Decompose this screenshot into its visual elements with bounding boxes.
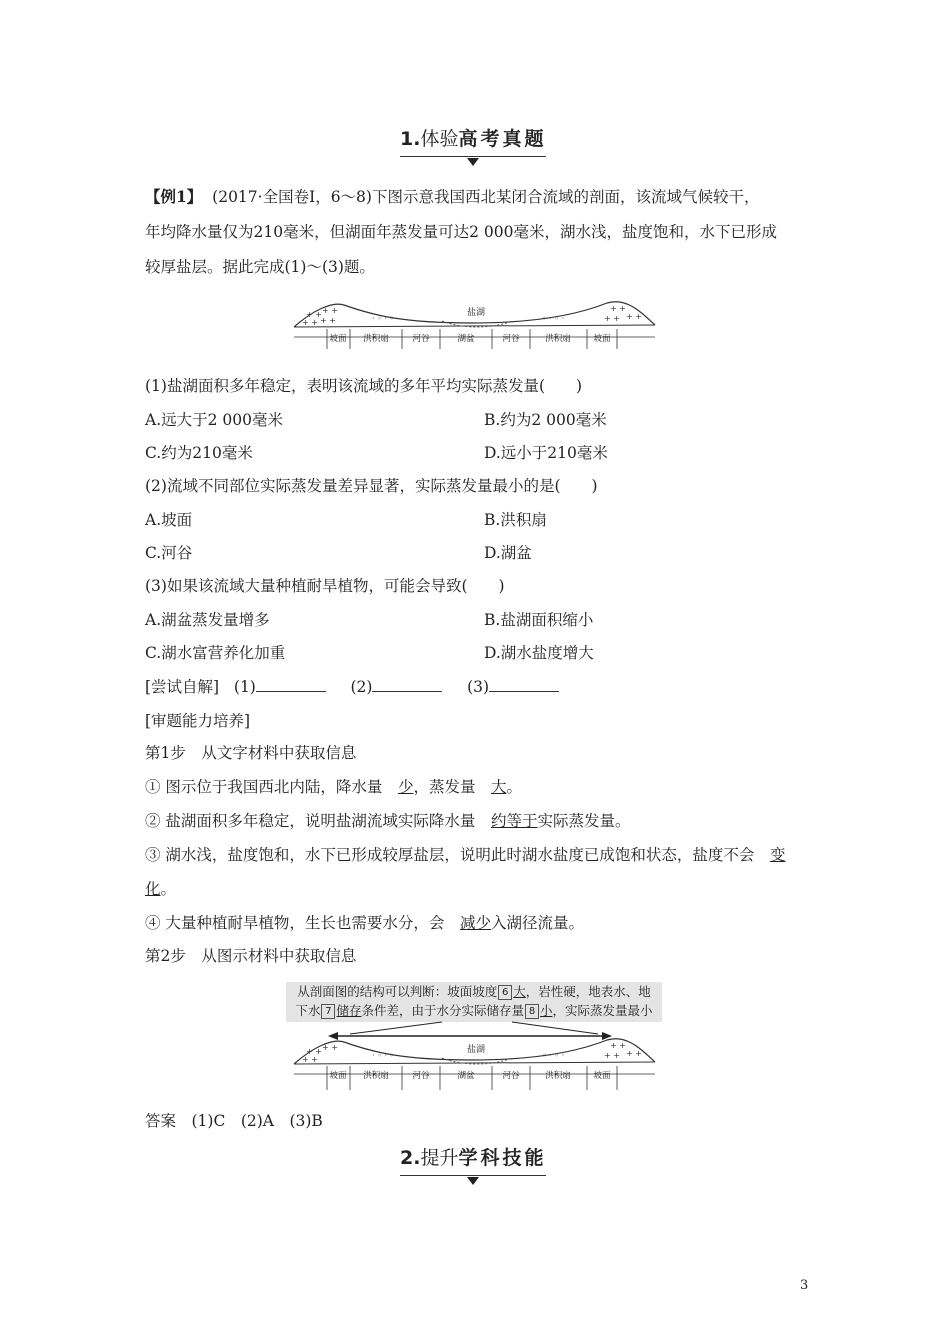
triangle-down-icon [467,158,479,166]
svg-text:+ +: + + [322,1043,338,1052]
svg-text:+ +: + + [302,1055,318,1064]
question-3-stem: (3)如果该流域大量种植耐旱植物，可能会导致( ) [145,577,505,595]
option: B.洪积扇 [484,511,547,529]
zone-label: 坡面 [329,334,347,344]
svg-text:+ +: + + [306,310,322,319]
zone-label: 洪积扇 [545,1071,571,1081]
answer-blank-2[interactable] [372,677,442,692]
example-line-2: 年均降水量仅为210毫米，但湖面年蒸发量可达2 000毫米，湖水浅，盐度饱和，水下已形成 [145,223,777,241]
answer-line: 答案 (1)C (2)A (3)B [145,1112,323,1130]
option: D.远小于210毫米 [484,444,608,462]
diagram-callout: 从剖面图的结构可以判断：坡面坡度 6 大，岩性硬，地表水、地 下水 7 储存条件差，由于水分实际储存量 8 小，实际蒸发量最小 [286,982,662,1022]
triangle-down-icon [467,1177,479,1185]
attempt-line: [尝试自解] (1) (2) (3) [145,677,559,697]
option: C.河谷 [145,544,193,562]
zone-label: 洪积扇 [363,334,389,344]
step-1-heading: 第1步 从文字材料中获取信息 [145,744,357,762]
zone-label: 河谷 [502,334,520,344]
svg-text:+ +: + + [610,1041,626,1050]
answer-blank-1[interactable] [256,677,326,692]
zone-label: 河谷 [412,334,430,344]
zone-label: 河谷 [412,1071,430,1081]
svg-text:+ +: + + [626,1049,642,1058]
svg-text:+ +: + + [610,304,626,313]
point-1: ① 图示位于我国西北内陆，降水量 少，蒸发量 大。 [145,778,522,796]
svg-text:+ +: + + [626,312,642,321]
zone-label: 坡面 [593,334,611,344]
svg-text:+ +: + + [604,314,620,323]
zone-label: 坡面 [329,1071,347,1081]
step-2-heading: 第2步 从图示材料中获取信息 [145,947,357,965]
point-2: ② 盐湖面积多年稳定，说明盐湖流域实际降水量 约等于实际蒸发量。 [145,812,631,830]
zone-label: 坡面 [593,1071,611,1081]
page-number: 3 [800,1278,809,1293]
option: A.远大于2 000毫米 [145,411,283,429]
lake-label: 盐湖 [467,308,486,318]
option: D.湖盆 [484,544,532,562]
svg-text:+ +: + + [604,1051,620,1060]
svg-text:· ◦ · ◦: · ◦ · ◦ [372,314,395,323]
point-3: ③ 湖水浅，盐度饱和，水下已形成较厚盐层，说明此时湖水盐度已成饱和状态，盐度不会 变 [145,846,786,864]
option: C.湖水富营养化加重 [145,644,286,662]
example-line-1: 【例1】 (2017·全国卷Ⅰ，6～8)下图示意我国西北某闭合流域的剖面，该流域气候较干， [145,187,760,206]
basin-profile-diagram-annotated [292,1020,657,1092]
svg-text:· ◦ · ◦: · ◦ · ◦ [372,1051,395,1060]
training-heading: [审题能力培养] [145,712,251,730]
svg-text:+ +: + + [306,1047,322,1056]
svg-text:+ +: + + [322,306,338,315]
question-1-stem: (1)盐湖面积多年稳定，表明该流域的多年平均实际蒸发量( ) [145,377,583,395]
point-3-cont: 化。 [145,880,177,898]
point-4: ④ 大量种植耐旱植物，生长也需要水分，会 减少入湖径流量。 [145,914,584,932]
answer-blank-3[interactable] [489,677,559,692]
zone-label: 河谷 [502,1071,520,1081]
option: A.湖盆蒸发量增多 [145,611,270,629]
example-line-3: 较厚盐层。据此完成(1)～(3)题。 [145,258,375,276]
section-title-1: 1.体验高考真题 [400,124,546,151]
zone-label: 湖盆 [457,1071,475,1081]
zone-label: 洪积扇 [363,1071,389,1081]
option: B.盐湖面积缩小 [484,611,594,629]
basin-profile-diagram [292,293,657,353]
option: B.约为2 000毫米 [484,411,607,429]
svg-text:+ +: + + [302,318,318,327]
svg-text:+ +: + + [320,316,336,325]
zone-label: 洪积扇 [545,334,571,344]
option: A.坡面 [145,511,193,529]
option: D.湖水盐度增大 [484,644,594,662]
zone-label: 湖盆 [457,334,475,344]
question-2-stem: (2)流域不同部位实际蒸发量差异显著，实际蒸发量最小的是( ) [145,477,598,495]
svg-text:◦ · ◦ ·: ◦ · ◦ · [542,1051,565,1060]
lake-label: 盐湖 [467,1045,486,1055]
svg-text:◦ · ◦ ·: ◦ · ◦ · [542,314,565,323]
section-title-2: 2.提升学科技能 [400,1143,546,1170]
option: C.约为210毫米 [145,444,253,462]
